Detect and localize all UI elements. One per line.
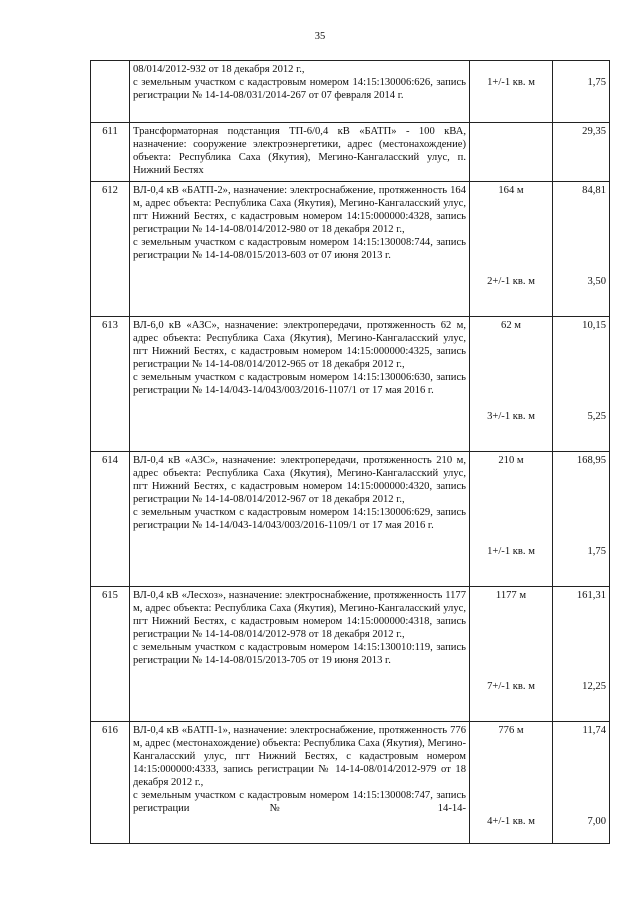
description-part: Трансформаторная подстанция ТП-6/0,4 кВ «БАТП» - 100 кВА, назначение: сооружение электроэнергетики, адрес (местонахождение) объекта: Республика Саха (Якутия), Мегино-Кангаласский улус, п. Нижний Бестях bbox=[133, 126, 466, 176]
row-value bbox=[553, 452, 610, 587]
row-value bbox=[553, 61, 610, 123]
description-part: ВЛ-0,4 кВ «БАТП-1», назначение: электроснабжение, протяженность 776 м, адрес (местонахождение) объекта: Республика Саха (Якутия), Мегино-Кангаласский улус, пгт Нижний Бестях, с кадастровым номером 14:15:000000:4333, запись регистрации № 14-14-08/014/2012-979 от 18 декабря 2012 г., bbox=[133, 725, 466, 788]
quantity-part: 2+/-1 кв. м bbox=[487, 276, 535, 287]
table-row bbox=[91, 61, 610, 123]
row-value bbox=[553, 123, 610, 182]
row-quantity bbox=[470, 123, 553, 182]
quantity-part: 776 м bbox=[498, 725, 524, 736]
description-part: ВЛ-6,0 кВ «АЗС», назначение: электропередачи, протяженность 62 м, адрес объекта: Республика Саха (Якутия), Мегино-Кангаласский улус, пгт Нижний Бестях, с кадастровым номером 14:15:000000:4325, запись регистрации № 14-14-08/014/2012-965 от 18 декабря 2012 г., bbox=[133, 320, 466, 370]
value-part: 29,35 bbox=[582, 126, 606, 137]
description-part: с земельным участком с кадастровым номером 14:15:130006:626, запись регистрации № 14-14-08/031/2014-267 от 07 февраля 2014 г. bbox=[133, 77, 466, 101]
value-part: 1,75 bbox=[587, 77, 606, 88]
value-part: 11,74 bbox=[582, 725, 606, 736]
description-part: с земельным участком с кадастровым номером 14:15:130006:629, запись регистрации № 14-14/043-14/043/003/2016-1109/1 от 17 мая 2016 г. bbox=[133, 507, 466, 531]
row-quantity bbox=[470, 317, 553, 452]
row-description bbox=[130, 317, 470, 452]
table-row bbox=[91, 123, 610, 182]
row-quantity bbox=[470, 61, 553, 123]
table-row bbox=[91, 452, 610, 587]
row-number: 612 bbox=[91, 182, 130, 317]
value-part: 168,95 bbox=[576, 455, 606, 466]
row-description bbox=[130, 61, 470, 123]
property-table bbox=[90, 60, 610, 844]
description-part: ВЛ-0,4 кВ «БАТП-2», назначение: электроснабжение, протяженность 164 м, адрес объекта: Республика Саха (Якутия), Мегино-Кангаласский улус, пгт Нижний Бестях, с кадастровым номером 14:15:000000:4328, запись регистрации № 14-14-08/014/2012-980 от 18 декабря 2012 г., bbox=[133, 185, 466, 235]
table-row bbox=[91, 587, 610, 722]
value-part: 7,00 bbox=[587, 816, 606, 827]
quantity-part: 1177 м bbox=[495, 590, 527, 601]
quantity-part: 210 м bbox=[498, 455, 524, 466]
description-part: с земельным участком с кадастровым номером 14:15:130008:744, запись регистрации № 14-14-08/015/2013-603 от 07 июня 2013 г. bbox=[133, 237, 466, 261]
page-number: 35 bbox=[314, 31, 326, 42]
row-value bbox=[553, 722, 610, 844]
description-part: ВЛ-0,4 кВ «АЗС», назначение: электропередачи, протяженность 210 м, адрес объекта: Республика Саха (Якутия), Мегино-Кангаласский улус, пгт Нижний Бестях, с кадастровым номером 14:15:000000:4320, запись регистрации № 14-14-08/014/2012-967 от 18 декабря 2012 г., bbox=[133, 455, 466, 505]
row-number: 614 bbox=[91, 452, 130, 587]
value-part: 161,31 bbox=[576, 590, 606, 601]
description-part: с земельным участком с кадастровым номером 14:15:130010:119, запись регистрации № 14-14-08/015/2013-705 от 19 июня 2013 г. bbox=[133, 642, 466, 666]
table-row bbox=[91, 182, 610, 317]
row-description bbox=[130, 587, 470, 722]
row-description bbox=[130, 123, 470, 182]
row-quantity bbox=[470, 722, 553, 844]
row-number: 613 bbox=[91, 317, 130, 452]
value-part: 12,25 bbox=[582, 681, 606, 692]
quantity-part: 1+/-1 кв. м bbox=[487, 77, 535, 88]
value-part: 3,50 bbox=[587, 276, 606, 287]
row-description bbox=[130, 722, 470, 844]
quantity-part: 1+/-1 кв. м bbox=[487, 546, 535, 557]
quantity-part: 164 м bbox=[498, 185, 524, 196]
quantity-part: 62 м bbox=[501, 320, 521, 331]
quantity-part: 4+/-1 кв. м bbox=[487, 816, 535, 827]
description-part: 08/014/2012-932 от 18 декабря 2012 г., bbox=[133, 64, 305, 75]
row-description bbox=[130, 182, 470, 317]
row-number: 615 bbox=[91, 587, 130, 722]
table-row bbox=[91, 722, 610, 844]
row-quantity bbox=[470, 452, 553, 587]
row-quantity bbox=[470, 587, 553, 722]
row-description bbox=[130, 452, 470, 587]
row-quantity bbox=[470, 182, 553, 317]
row-number: 616 bbox=[91, 722, 130, 844]
value-part: 84,81 bbox=[582, 185, 606, 196]
row-number bbox=[91, 61, 130, 123]
quantity-part: 3+/-1 кв. м bbox=[487, 411, 535, 422]
description-part: ВЛ-0,4 кВ «Лесхоз», назначение: электроснабжение, протяженность 1177 м, адрес объекта: Республика Саха (Якутия), Мегино-Кангаласский улус, пгт Нижний Бестях, с кадастровым номером 14:15:000000:4318, запись регистрации № 14-14-08/014/2012-978 от 18 декабря 2012 г., bbox=[133, 590, 466, 640]
value-part: 5,25 bbox=[587, 411, 606, 422]
description-part: с земельным участком с кадастровым номером 14:15:130006:630, запись регистрации № 14-14/043-14/043/003/2016-1107/1 от 17 мая 2016 г. bbox=[133, 372, 466, 396]
row-number: 611 bbox=[91, 123, 130, 182]
quantity-part: 7+/-1 кв. м bbox=[487, 681, 535, 692]
row-value bbox=[553, 182, 610, 317]
description-part: с земельным участком с кадастровым номером 14:15:130008:747, запись регистрации № 14-14- bbox=[133, 790, 466, 814]
value-part: 10,15 bbox=[582, 320, 606, 331]
value-part: 1,75 bbox=[587, 546, 606, 557]
table-row bbox=[91, 317, 610, 452]
row-value bbox=[553, 317, 610, 452]
row-value bbox=[553, 587, 610, 722]
